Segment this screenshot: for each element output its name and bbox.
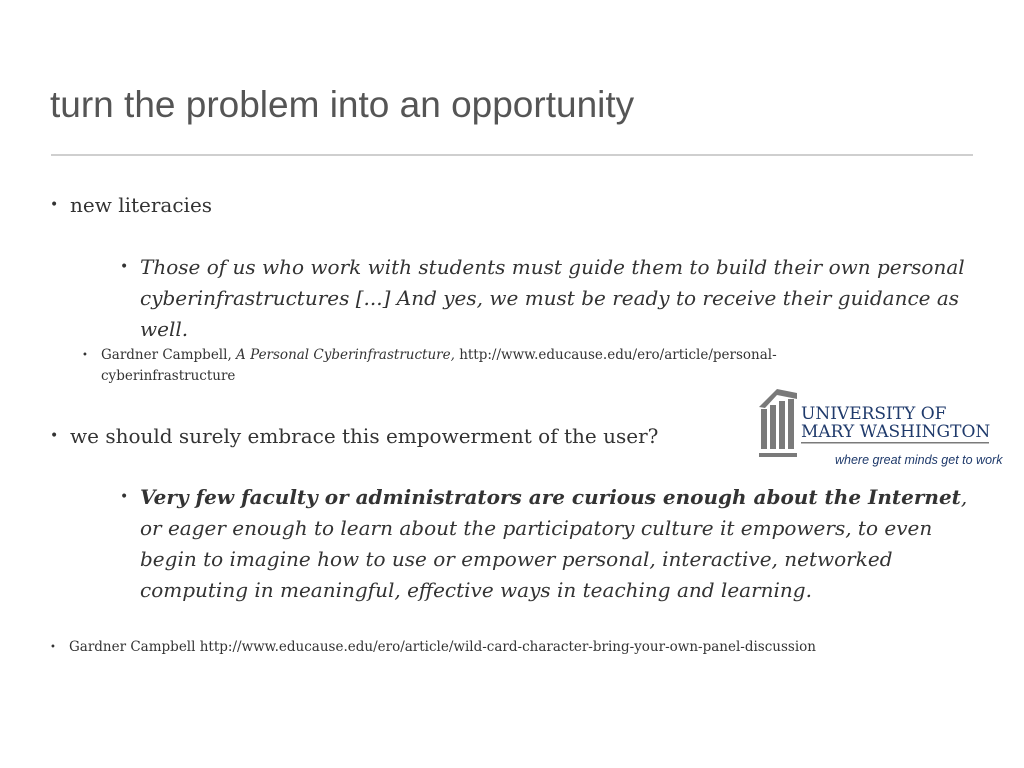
quote-text: Those of us who work with students must guide them to build their own personal cyberinfrastructures [...] And yes, we must be ready to receive their guidance as well. <box>140 255 965 341</box>
bullet-dot: • <box>50 428 59 444</box>
citation-author: Gardner Campbell, <box>101 347 232 363</box>
quote-emphasis: Very few faculty or administrators are curious enough about the Internet <box>140 485 961 509</box>
quote-cyberinfrastructure <box>120 252 970 345</box>
citation-text: Gardner Campbell http://www.educause.edu/ero/article/wild-card-character-bring-your-own-panel-discussion <box>69 639 816 655</box>
logo-line1: UNIVERSITY OF <box>801 404 947 424</box>
logo-line2: MARY WASHINGTON <box>801 422 991 442</box>
citation-url: http://www.educause.edu/ero/article/personal-cyberinfrastructure <box>101 347 777 384</box>
title-divider <box>51 154 973 156</box>
columns-icon <box>759 389 797 457</box>
bullet-text: we should surely embrace this empowerment of the user? <box>70 424 659 448</box>
bullet-dot: • <box>50 642 56 653</box>
logo-divider <box>801 442 989 444</box>
bullet-dot: • <box>120 259 129 275</box>
citation-work-title: A Personal Cyberinfrastructure, <box>236 347 455 363</box>
bullet-dot: • <box>82 350 88 361</box>
logo-tagline: where great minds get to work <box>835 453 1003 467</box>
bullet-text: new literacies <box>70 193 213 217</box>
university-logo <box>755 381 1011 471</box>
bullet-dot: • <box>50 197 59 213</box>
quote-faculty-curiosity <box>120 482 970 606</box>
bullet-dot: • <box>120 489 129 505</box>
quote-text <box>140 482 970 606</box>
quote-rest: , or eager enough to learn about the participatory culture it empowers, to even begin to imagine how to use or empower personal, interactive, networked computing in meaningful, effective ways in teaching and learning. <box>140 485 968 602</box>
bullet-new-literacies <box>50 190 950 220</box>
citation-wild-card <box>50 637 990 658</box>
bullet-embrace-empowerment <box>50 421 750 451</box>
slide-title: turn the problem into an opportunity <box>50 84 635 125</box>
